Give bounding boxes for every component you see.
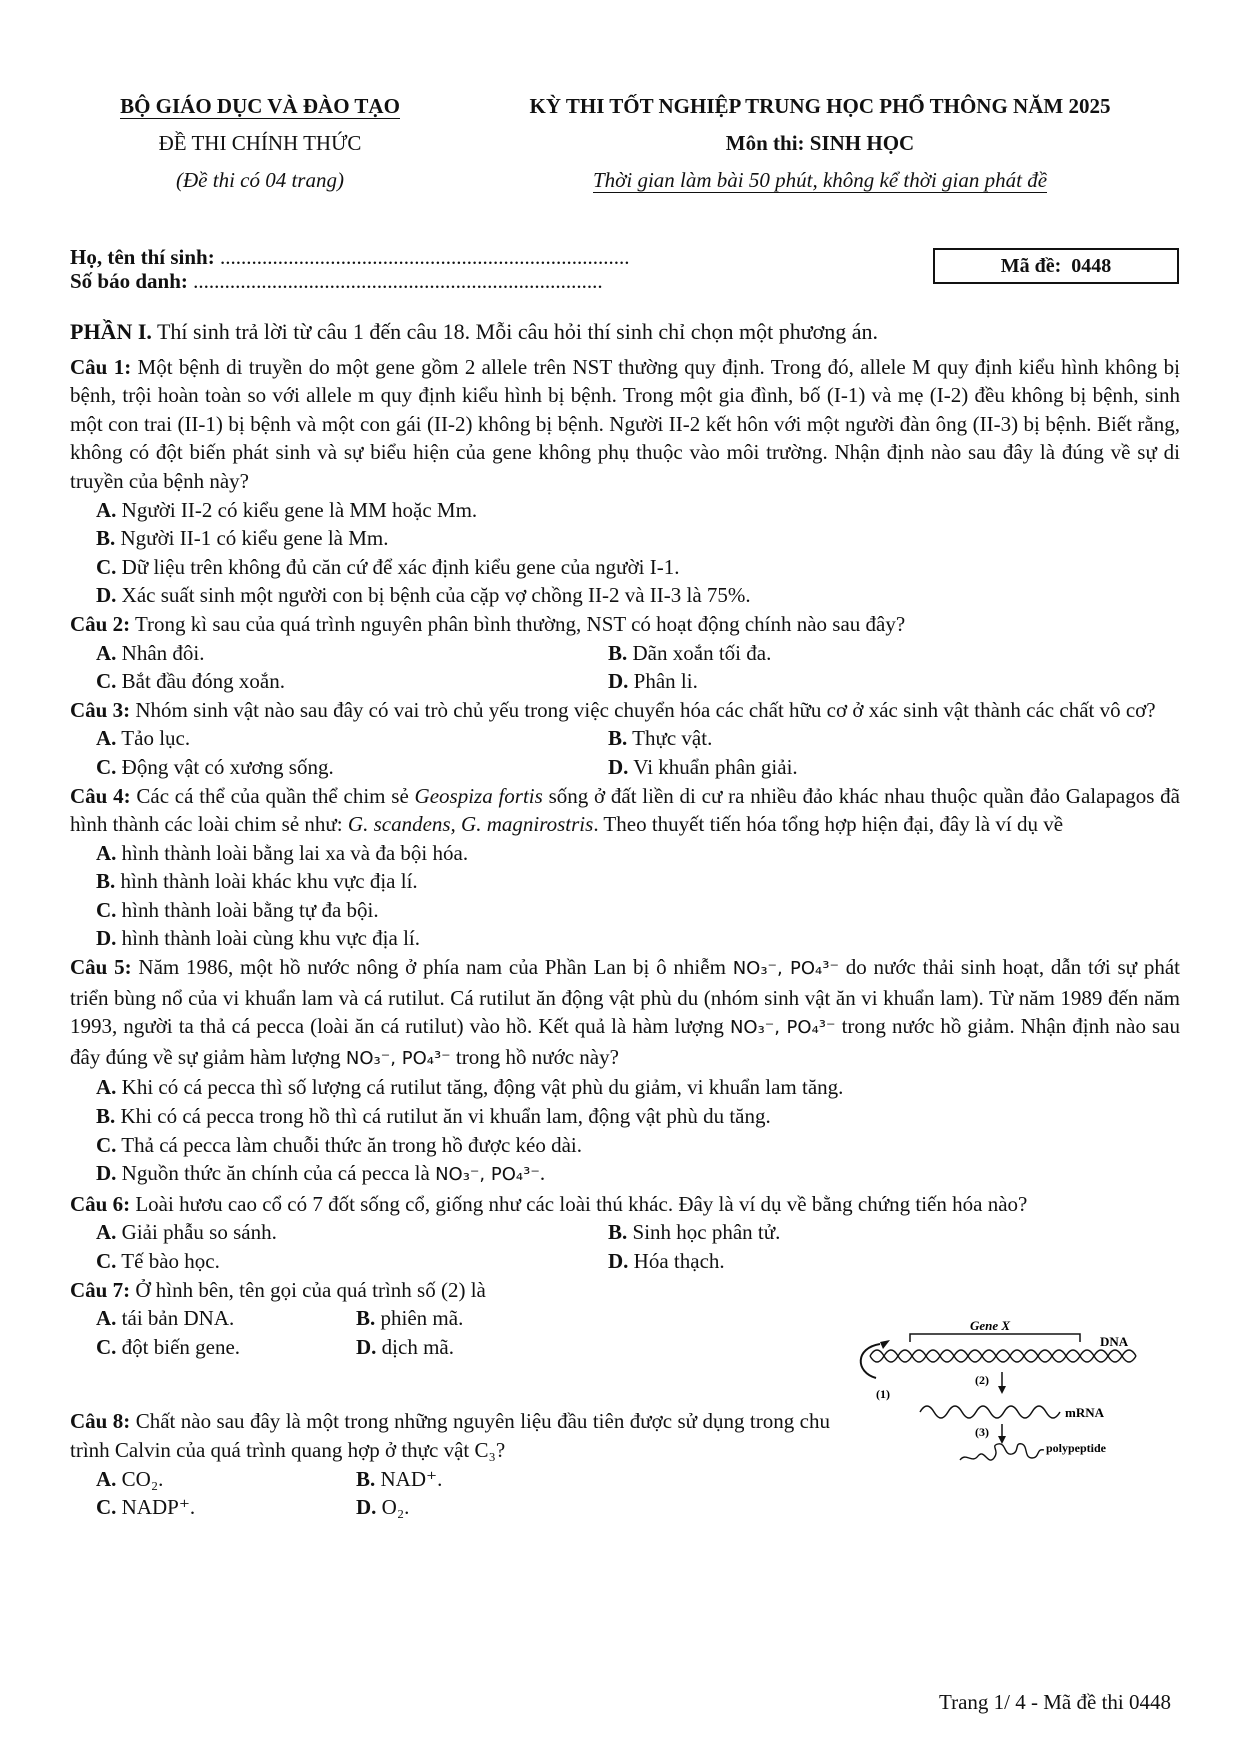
exam-code-box [933, 248, 1179, 284]
question-2: Câu 2: Trong kì sau của quá trình nguyên phân bình thường, NST có hoạt động chính nào sau đây? [70, 611, 906, 636]
option-b[interactable]: B. hình thành loài khác khu vực địa lí. [96, 869, 418, 894]
question-text: Một bệnh di truyền do một gene gồm 2 allele trên NST thường quy định. Trong đó, allele M quy định kiểu hình không bị bệnh, trội hoàn toàn so với allele m quy định kiểu hình bị bệnh. Trong một gia đình, bố (I-1) và mẹ (I-2) đều không bị bệnh, sinh một con trai (II-1) bị bệnh và một con gái (II-2) không bị bệnh. Người II-2 kết hôn với một người đàn ông (II-3) bị bệnh. Biết rằng, không có đột biến phát sinh và sự biểu hiện của gene không phụ thuộc vào môi trường. Nhận định nào sau đây là đúng về sự di truyền của bệnh này? [70, 354, 1180, 493]
step-1-label: (1) [876, 1387, 890, 1401]
question-7: Câu 7: Ở hình bên, tên gọi của quá trình số (2) là [70, 1277, 486, 1302]
option-a[interactable]: A. Khi có cá pecca thì số lượng cá rutilut tăng, động vật phù du giảm, vi khuẩn lam tăng. [96, 1075, 844, 1100]
page-footer: Trang 1/ 4 - Mã đề thi 0448 [939, 1690, 1171, 1714]
part-instruction: Thí sinh trả lời từ câu 1 đến câu 18. Mỗi câu hỏi thí sinh chỉ chọn một phương án. [151, 319, 879, 344]
question-label: Câu 1: [70, 354, 132, 379]
question-1 [70, 353, 1180, 496]
option-c[interactable]: C. Tế bào học. [96, 1249, 220, 1273]
official-label: ĐỀ THI CHÍNH THỨC [158, 131, 362, 155]
question-5: Câu 5: Năm 1986, một hồ nước nông ở phía nam của Phần Lan bị ô nhiễm NO₃⁻, PO₄³⁻ do nước thải sinh hoạt, dẫn tới sự phát triển bùng nổ của vi khuẩn lam và cá rutilut. Cá rutilut ăn động vật phù du (nhóm sinh vật ăn vi khuẩn lam). Từ năm 1989 đến năm 1993, người ta thả cá pecca (loài ăn cá rutilut) vào hồ. Kết quả là hàm lượng NO₃⁻, PO₄³⁻ trong nước hồ giảm. Nhận định nào sau đây đúng về sự giảm hàm lượng NO₃⁻, PO₄³⁻ trong hồ nước này? [70, 955, 1181, 1069]
option-a[interactable]: A. Người II-2 có kiểu gene là MM hoặc Mm. [96, 497, 478, 522]
option-d[interactable]: D. O₂. [356, 1495, 410, 1520]
option-c[interactable]: C. đột biến gene. [96, 1334, 241, 1359]
option-a[interactable]: A. Nhân đôi. [96, 640, 205, 665]
option-d[interactable]: D. Xác suất sinh một người con bị bệnh của cặp vợ chồng II-2 và II-3 là 75%. [96, 583, 751, 608]
option-c[interactable]: C. NADP⁺. [96, 1495, 196, 1520]
ion-formula: NO₃⁻, PO₄³⁻ [729, 1017, 836, 1039]
option-b[interactable]: B. Dãn xoắn tối đa. [608, 640, 772, 665]
pages-note: (Đề thi có 04 trang) [176, 168, 344, 192]
gene-expression-diagram [850, 1320, 1170, 1490]
option-c[interactable]: C. Động vật có xương sống. [96, 754, 334, 779]
gene-label: Gene X [970, 1320, 1011, 1333]
gene-bracket [910, 1334, 1080, 1342]
option-d[interactable]: D. Nguồn thức ăn chính của cá pecca là NO₃⁻, PO₄³⁻. [96, 1161, 546, 1186]
id-label: Số báo danh: [70, 269, 188, 293]
species-name: Geospiza fortis [414, 783, 543, 808]
arrow-head-icon [880, 1340, 890, 1349]
species-names: G. scandens, G. magnirostris [347, 812, 594, 837]
step-2-label: (2) [975, 1373, 989, 1387]
part-title: PHẦN I. [70, 319, 152, 344]
dna-helix [870, 1350, 1136, 1362]
candidate-info [70, 245, 629, 293]
subject: Môn thi: SINH HỌC [725, 131, 915, 155]
option-a[interactable]: A. Tảo lục. [96, 726, 191, 751]
arrow-head-icon [998, 1386, 1006, 1394]
part-heading [70, 318, 1180, 347]
question-8: Câu 8: Chất nào sau đây là một trong những nguyên liệu đầu tiên được sử dụng trong chu trình Calvin của quá trình quang hợp ở thực vật C₃? [70, 1409, 830, 1462]
option-c[interactable]: C. Dữ liệu trên không đủ căn cứ để xác định kiểu gene của người I-1. [96, 554, 680, 579]
ion-formula: NO₃⁻, PO₄³⁻ [435, 1164, 540, 1186]
option-d[interactable]: D. dịch mã. [356, 1334, 454, 1359]
mrna-strand [920, 1406, 1060, 1418]
question-3: Câu 3: Nhóm sinh vật nào sau đây có vai trò chủ yếu trong việc chuyển hóa các chất hữu cơ ở xác sinh vật thành các chất vô cơ? [70, 697, 1156, 722]
gene-expression-svg [850, 1320, 1170, 1490]
option-c[interactable]: C. hình thành loài bằng tự đa bội. [96, 897, 379, 922]
replication-arrow [861, 1344, 880, 1378]
option-b[interactable]: B. Sinh học phân tử. [608, 1220, 781, 1245]
id-dots: .............................................................................. [193, 269, 603, 293]
time-note: Thời gian làm bài 50 phút, không kể thời gian phát đề [592, 168, 1048, 192]
question-6: Câu 6: Loài hươu cao cổ có 7 đốt sống cổ, giống như các loài thú khác. Đây là ví dụ về bằng chứng tiến hóa nào? [70, 1191, 1028, 1216]
option-b[interactable]: B. Khi có cá pecca trong hồ thì cá rutilut ăn vi khuẩn lam, động vật phù du tăng. [96, 1104, 771, 1129]
option-a[interactable]: A. tái bản DNA. [96, 1306, 235, 1331]
option-b[interactable]: B. NAD⁺. [356, 1466, 443, 1491]
dna-label: DNA [1100, 1334, 1129, 1349]
option-c[interactable]: C. Thả cá pecca làm chuỗi thức ăn trong hồ được kéo dài. [96, 1132, 582, 1157]
option-c[interactable]: C. Bắt đầu đóng xoắn. [96, 669, 285, 694]
option-a[interactable]: A. Giải phẫu so sánh. [96, 1220, 277, 1245]
ion-formula: NO₃⁻, PO₄³⁻ [345, 1047, 451, 1069]
code-label: Mã đề: [1000, 255, 1062, 277]
option-b[interactable]: B. Người II-1 có kiểu gene là Mm. [96, 526, 389, 551]
option-d[interactable]: D. Phân li. [608, 669, 698, 694]
option-d[interactable]: D. hình thành loài cùng khu vực địa lí. [96, 926, 420, 951]
name-dots: .............................................................................. [219, 245, 630, 269]
option-a[interactable]: A. CO₂. [96, 1466, 164, 1491]
option-b[interactable]: B. phiên mã. [356, 1306, 464, 1331]
option-d[interactable]: D. Hóa thạch. [608, 1249, 725, 1273]
arrow-head-icon [998, 1436, 1006, 1444]
mrna-label: mRNA [1065, 1405, 1104, 1420]
ion-formula: NO₃⁻, PO₄³⁻ [732, 958, 839, 980]
option-a[interactable]: A. hình thành loài bằng lai xa và đa bội hóa. [96, 840, 469, 865]
option-b[interactable]: B. Thực vật. [608, 726, 713, 751]
polypeptide-chain [960, 1444, 1044, 1460]
option-d[interactable]: D. Vi khuẩn phân giải. [608, 754, 798, 779]
code-value: 0448 [1071, 255, 1112, 277]
header-right [470, 88, 1170, 199]
polypeptide-label: polypeptide [1046, 1441, 1107, 1455]
question-4: Câu 4: Các cá thể của quần thể chim sẻ Geospiza fortis sống ở đất liền di cư ra nhiều đảo khác nhau thuộc quần đảo Galapagos đã hình thành các loài chim sẻ như: G. scandens, G. magnirostris. Theo thuyết tiến hóa tổng hợp hiện đại, đây là ví dụ về [70, 783, 1180, 837]
exam-title: KỲ THI TỐT NGHIỆP TRUNG HỌC PHỔ THÔNG NĂM 2025 [529, 94, 1111, 118]
header-left [70, 88, 450, 199]
step-3-label: (3) [975, 1425, 989, 1439]
name-label: Họ, tên thí sinh: [70, 245, 215, 269]
ministry-name: BỘ GIÁO DỤC VÀ ĐÀO TẠO [120, 94, 400, 118]
